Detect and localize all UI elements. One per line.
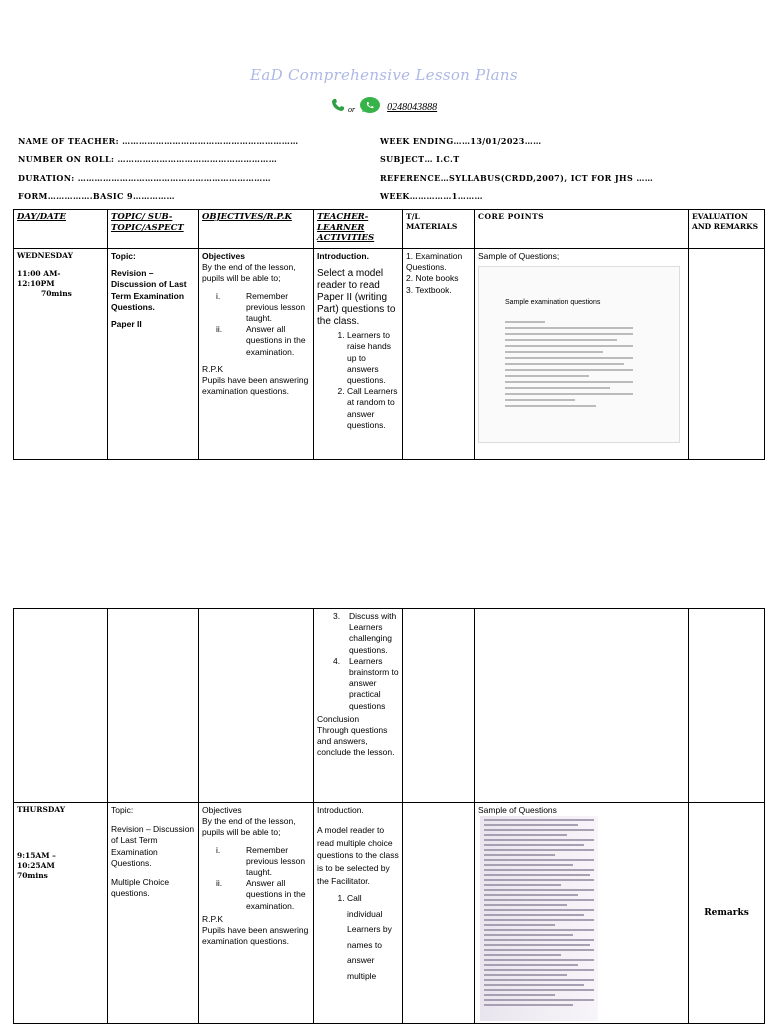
wednesday-rpk-text: Pupils have been answering examination questions. — [202, 375, 309, 397]
wednesday-activity-item: 1. Learners to raise hands up to answers questions. — [347, 330, 399, 386]
wednesday-duration: 70mins — [41, 289, 72, 298]
wednesday-topic-text: Revision – Discussion of Last Term Examination Questions. — [111, 268, 187, 312]
sample-questions-image — [478, 266, 680, 443]
week-line: WEEK……………1……… — [380, 191, 483, 201]
wednesday-time-start: 11:00 AM- — [17, 269, 61, 278]
thursday-activities-title: Introduction. — [317, 805, 364, 815]
phone-icon — [330, 97, 346, 118]
sample-questions-photo — [480, 816, 598, 1021]
wednesday-paper: Paper II — [111, 319, 142, 330]
thursday-core-label: Sample of Questions — [478, 805, 557, 815]
teacher-name-line: NAME OF TEACHER: ……………………………………………………… — [18, 136, 299, 146]
thursday-objectives-intro: By the end of the lesson, pupils will be able to; — [202, 816, 296, 838]
thursday-objective-item: ii. Answer all questions in the examination. — [216, 878, 306, 911]
thursday-objectives-title: Objectives — [202, 805, 242, 815]
roll-line: NUMBER ON ROLL: ………………………………………………… — [18, 154, 278, 164]
thursday-rpk-text: Pupils have been answering examination questions. — [202, 925, 309, 947]
wednesday-objectives-title: Objectives — [202, 251, 245, 261]
conclusion-label: Conclusion — [317, 713, 360, 724]
whatsapp-icon — [359, 96, 381, 119]
wednesday-activities-title: Introduction. — [317, 251, 369, 261]
thursday-time-start: 9:15AM – — [17, 851, 56, 860]
header-objectives: OBJECTIVES/R.P.K — [202, 212, 292, 222]
continued-activity-item: 3. Discuss with Learners challenging questions. — [333, 611, 397, 655]
thursday-rpk-label: R.P.K — [202, 913, 224, 924]
thursday-duration: 70mins — [17, 871, 48, 880]
wednesday-objective-item: i. Remember previous lesson taught. — [216, 290, 306, 324]
wednesday-objectives-intro: By the end of the lesson, pupils will be able to; — [202, 262, 296, 284]
conclusion-text: Through questions and answers, conclude the lesson. — [317, 725, 395, 758]
wednesday-activity-item: 2. Call Learners at random to answer questions. — [347, 386, 399, 431]
continued-row — [14, 609, 765, 803]
header-materials: T/L MATERIALS — [406, 212, 458, 231]
thursday-topic-label: Topic: — [111, 805, 134, 815]
header-topic: TOPIC/ SUB-TOPIC/ASPECT — [111, 212, 184, 233]
header-core-points: CORE POINTS — [478, 212, 545, 221]
document-title: EaD Comprehensive Lesson Plans — [250, 66, 518, 84]
or-text: or — [348, 104, 356, 114]
header-activities: TEACHER-LEARNER ACTIVITIES — [317, 212, 375, 243]
thursday-row — [14, 803, 765, 1024]
thursday-activity-item: 1. Call individual Learners by names to answer multiple — [347, 891, 399, 984]
continued-activity-item: 4. Learners brainstorm to answer practical questions — [333, 655, 399, 711]
thursday-remarks: Remarks — [704, 907, 749, 918]
reference-line: REFERENCE…SYLLABUS(CRDD,2007), ICT FOR JHS …… — [380, 173, 654, 183]
sample-questions-title: Sample examination questions — [505, 299, 601, 307]
thursday-topic-text: Revision – Discussion of Last Term Examination Questions. — [111, 824, 195, 868]
wednesday-topic-label: Topic: — [111, 251, 136, 261]
contact-line — [330, 96, 437, 118]
wednesday-row — [14, 249, 765, 460]
week-ending-line: WEEK ENDING……13/01/2023…… — [380, 136, 542, 146]
lesson-table-page-1 — [13, 209, 765, 460]
lesson-table-page-2 — [13, 608, 765, 1024]
thursday-topic-sub: Multiple Choice questions. — [111, 877, 170, 899]
duration-line: DURATION: …………………………………………………………… — [18, 173, 271, 183]
subject-line: SUBJECT… I.C.T — [380, 154, 460, 164]
wednesday-time-end: 12:10PM — [17, 279, 55, 288]
wednesday-objective-item: ii. Answer all questions in the examination. — [216, 324, 306, 357]
wednesday-material-item: 2. Note books — [406, 273, 459, 284]
thursday-day: THURSDAY — [17, 805, 66, 814]
wednesday-core-label: Sample of Questions; — [478, 251, 560, 261]
phone-number[interactable]: 0248043888 — [387, 101, 438, 113]
form-line: FORM…………….BASIC 9…………… — [18, 191, 175, 201]
header-day: DAY/DATE — [17, 212, 67, 222]
wednesday-day: WEDNESDAY — [17, 251, 73, 260]
header-evaluation: EVALUATION AND REMARKS — [692, 212, 759, 231]
table-header-row — [14, 210, 765, 249]
thursday-objective-item: i. Remember previous lesson taught. — [216, 844, 306, 878]
wednesday-material-item: 1. Examination Questions. — [406, 251, 463, 273]
wednesday-activities-intro: Select a model reader to read Paper II (writing Part) questions to the class. — [317, 268, 396, 328]
thursday-activities-intro: A model reader to read multiple choice questions to the class is to be selected by the Facilitator. — [317, 825, 399, 886]
thursday-time-end: 10:25AM — [17, 861, 55, 870]
wednesday-material-item: 3. Textbook. — [406, 284, 452, 295]
wednesday-rpk-label: R.P.K — [202, 363, 224, 374]
